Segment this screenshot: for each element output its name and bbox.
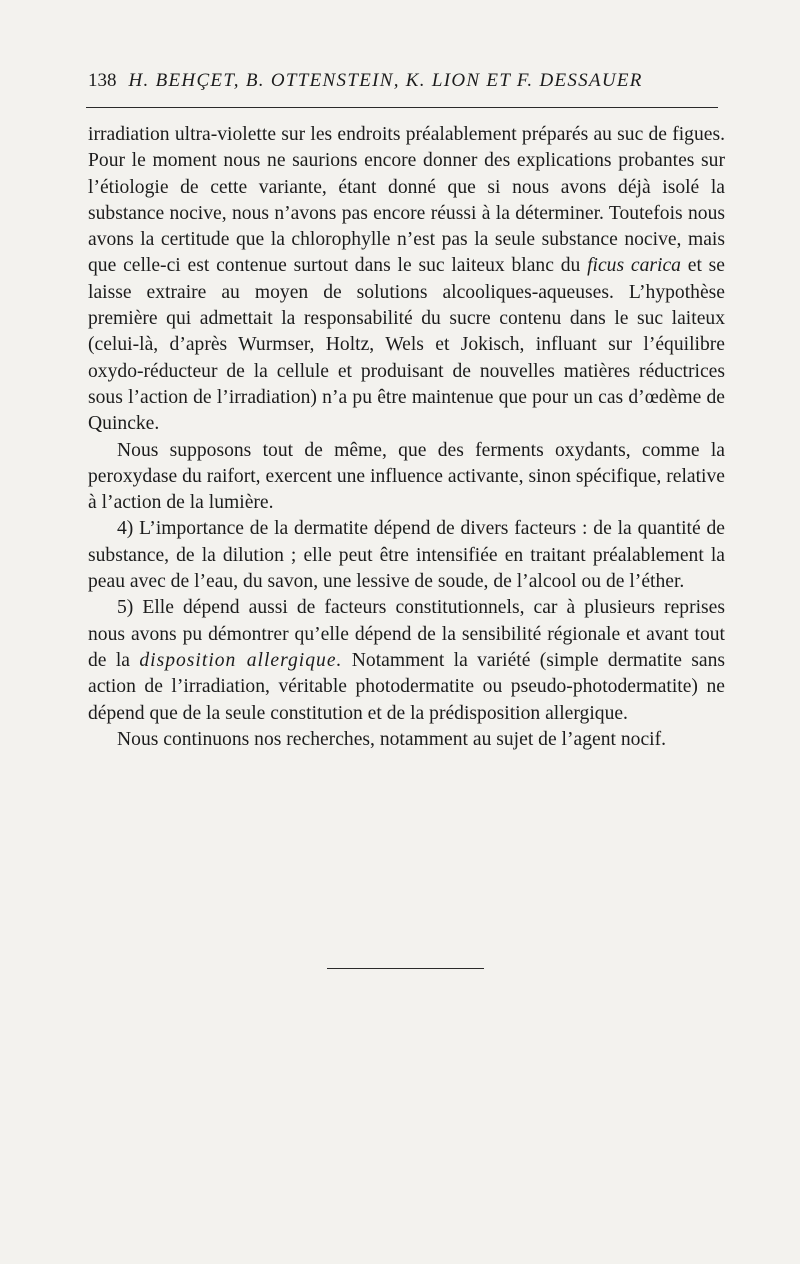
paragraph-1-text-b: et se laisse extraire au moyen de solutions alcooliques-aqueuses. L’hypothèse première qui admettait la responsabilité du sucre contenu dans le suc laiteux (celui-là, d’après Wurmser, Holtz, Wels et Jokisch, influant sur l’équilibre oxydo-réducteur de la cellule et produisant de nouvelles matières réductrices sous l’action de l’irradiation) n’a pu être maintenue que pour un cas d’œdème de Quincke.	[88, 255, 726, 435]
page-number: 138	[88, 70, 117, 91]
paragraph-3: 4) L’importance de la dermatite dépend de divers facteurs : de la quantité de substance, de la dilution ; elle peut être intensifiée en traitant préalablement la peau avec de l’eau, du savon, une lessive de soude, de l’alcool ou de l’éther.	[88, 518, 725, 593]
paragraph-1-text-a: irradiation ultra-violette sur les endroits préalablement préparés au suc de figues. Pour le moment nous ne saurions encore donner des explications probantes sur l’étiologie de cette variante, étant donné que si nous avons déjà isolé la substance nocive, nous n’avons pas encore réussi à la déterminer. Toutefois nous avons la certitude que la chlorophylle n’est pas la seule substance nocive, mais que celle-ci est contenue surtout dans le suc laiteux blanc du	[88, 124, 725, 277]
body-text	[88, 122, 725, 753]
paragraph-4-text-b: Notamment la variété (simple dermatite sans action de l’irradiation, véritable photodermatite ou pseudo-photodermatite) ne dépend que de la seule constitution et de la prédisposition allergique.	[88, 649, 725, 724]
paragraph-5: Nous continuons nos recherches, notamment au sujet de l’agent nocif.	[117, 728, 667, 750]
paragraph-1-italic: ficus carica	[587, 255, 681, 277]
paragraph-1	[88, 122, 725, 438]
paragraph-4	[88, 595, 725, 726]
paragraph-4-text-a: 5) Elle dépend aussi de facteurs constitutionnels, car à plusieurs reprises nous avons pu démontrer qu’elle dépend de la sensibilité régionale et avant tout de la	[88, 597, 725, 671]
running-title: H. BEHÇET, B. OTTENSTEIN, K. LION ET F. DESSAUER	[128, 70, 643, 91]
paragraph-2: Nous supposons tout de même, que des ferments oxydants, comme la peroxydase du raifort, exercent une influence activante, sinon spécifique, relative à l’action de la lumière.	[88, 439, 725, 514]
running-head	[88, 70, 718, 100]
end-rule	[327, 968, 484, 969]
paragraph-4-italic: disposition allergique.	[139, 649, 343, 671]
header-rule	[86, 107, 718, 108]
